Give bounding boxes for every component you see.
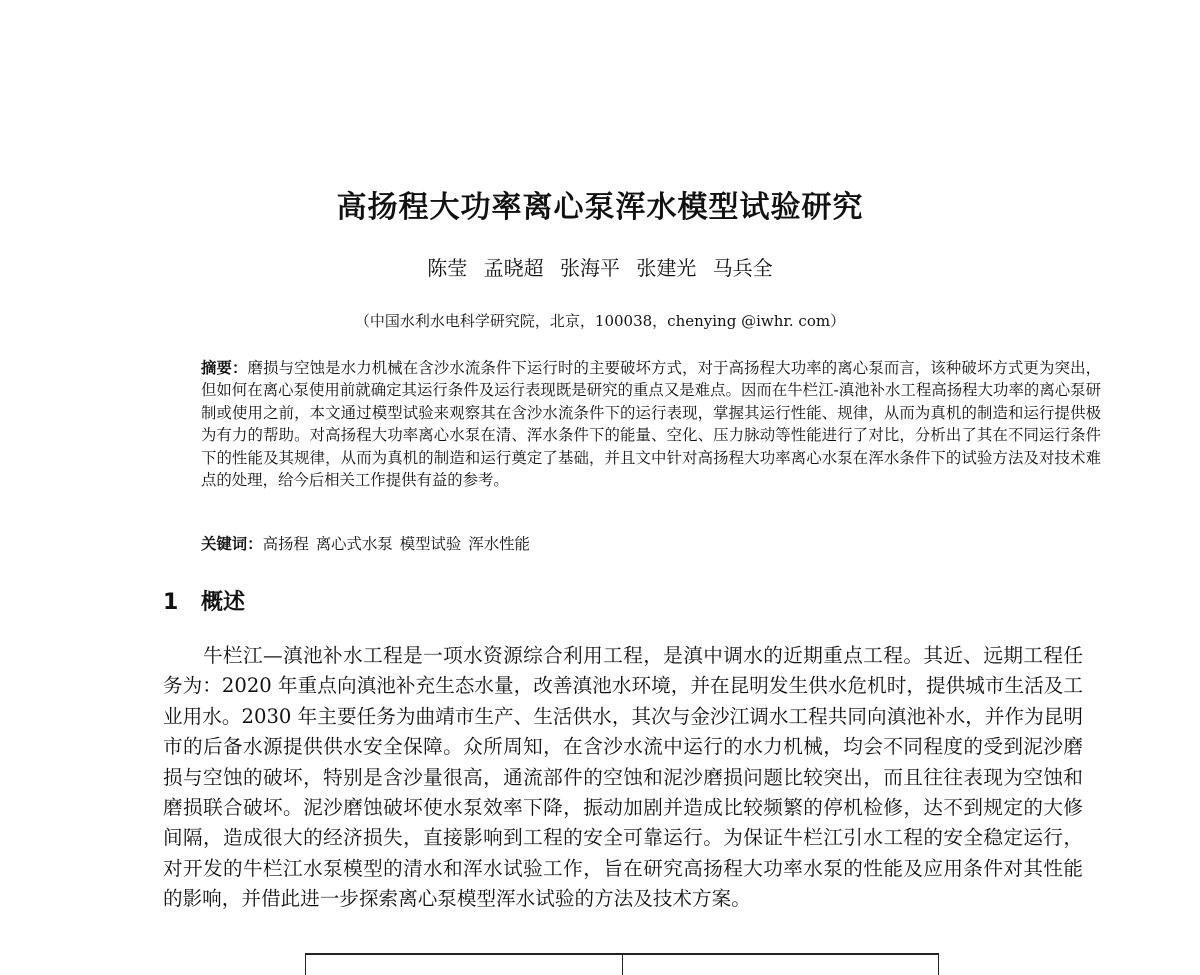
affiliation: （中国水利水电科学研究院，北京，100038，chenying @iwhr. com） <box>354 312 846 330</box>
table-column-divider <box>622 955 623 975</box>
keyword: 模型试验 <box>399 535 462 553</box>
section-heading <box>163 585 245 616</box>
author-name: 孟晓超 <box>483 256 544 280</box>
keywords <box>201 533 1101 555</box>
paper-title: 高扬程大功率离心泵浑水模型试验研究 <box>336 190 864 225</box>
abstract <box>201 357 1101 491</box>
abstract-label: 摘要： <box>201 359 248 377</box>
keyword: 高扬程 <box>262 535 309 553</box>
keyword: 离心式水泵 <box>315 535 393 553</box>
section-number: 1 <box>163 590 179 615</box>
author-name: 陈莹 <box>427 256 468 280</box>
keywords-label: 关键词： <box>201 535 263 553</box>
author-name: 张建光 <box>636 256 697 280</box>
keyword: 浑水性能 <box>468 535 530 553</box>
table-top-edge <box>305 953 939 975</box>
author-list <box>0 252 1200 281</box>
abstract-text: 磨损与空蚀是水力机械在含沙水流条件下运行时的主要破坏方式，对于高扬程大功率的离心泵而言，该种破坏方式更为突出，但如何在离心泵使用前就确定其运行条件及运行表现既是研究的重点又是难点。因而在牛栏江-滇池补水工程高扬程大功率的离心泵研制或使用之前，本文通过模型试验来观察其在含沙水流条件下的运行表现，掌握其运行性能、规律，从而为真机的制造和运行提供极为有力的帮助。对高扬程大功率离心水泵在清、浑水条件下的能量、空化、压力脉动等性能进行了对比，分析出了其在不同运行条件下的性能及其规律，从而为真机的制造和运行奠定了基础，并且文中针对高扬程大功率离心水泵在浑水条件下的试验方法及对技术难点的处理，给今后相关工作提供有益的参考。 <box>201 359 1101 490</box>
author-name: 马兵全 <box>712 256 773 280</box>
section-title: 概述 <box>201 590 246 615</box>
section-paragraph: 牛栏江—滇池补水工程是一项水资源综合利用工程，是滇中调水的近期重点工程。其近、远期工程任务为：2020 年重点向滇池补充生态水量，改善滇池水环境，并在昆明发生供水危机时，提供城市生活及工业用水。2030 年主要任务为曲靖市生产、生活供水，其次与金沙江调水工程共同向滇池补水，并作为昆明市的后备水源提供供水安全保障。众所周知，在含沙水流中运行的水力机械，均会不同程度的受到泥沙磨损与空蚀的破坏，特别是含沙量很高，通流部件的空蚀和泥沙磨损问题比较突出，而且往往表现为空蚀和磨损联合破坏。泥沙磨蚀破坏使水泵效率下降，振动加剧并造成比较频繁的停机检修，达不到规定的大修间隔，造成很大的经济损失，直接影响到工程的安全可靠运行。为保证牛栏江引水工程的安全稳定运行，对开发的牛栏江水泵模型的清水和浑水试验工作，旨在研究高扬程大功率水泵的性能及应用条件对其性能的影响，并借此进一步探索离心泵模型浑水试验的方法及技术方案。 <box>163 644 1083 911</box>
author-name: 张海平 <box>560 256 620 280</box>
